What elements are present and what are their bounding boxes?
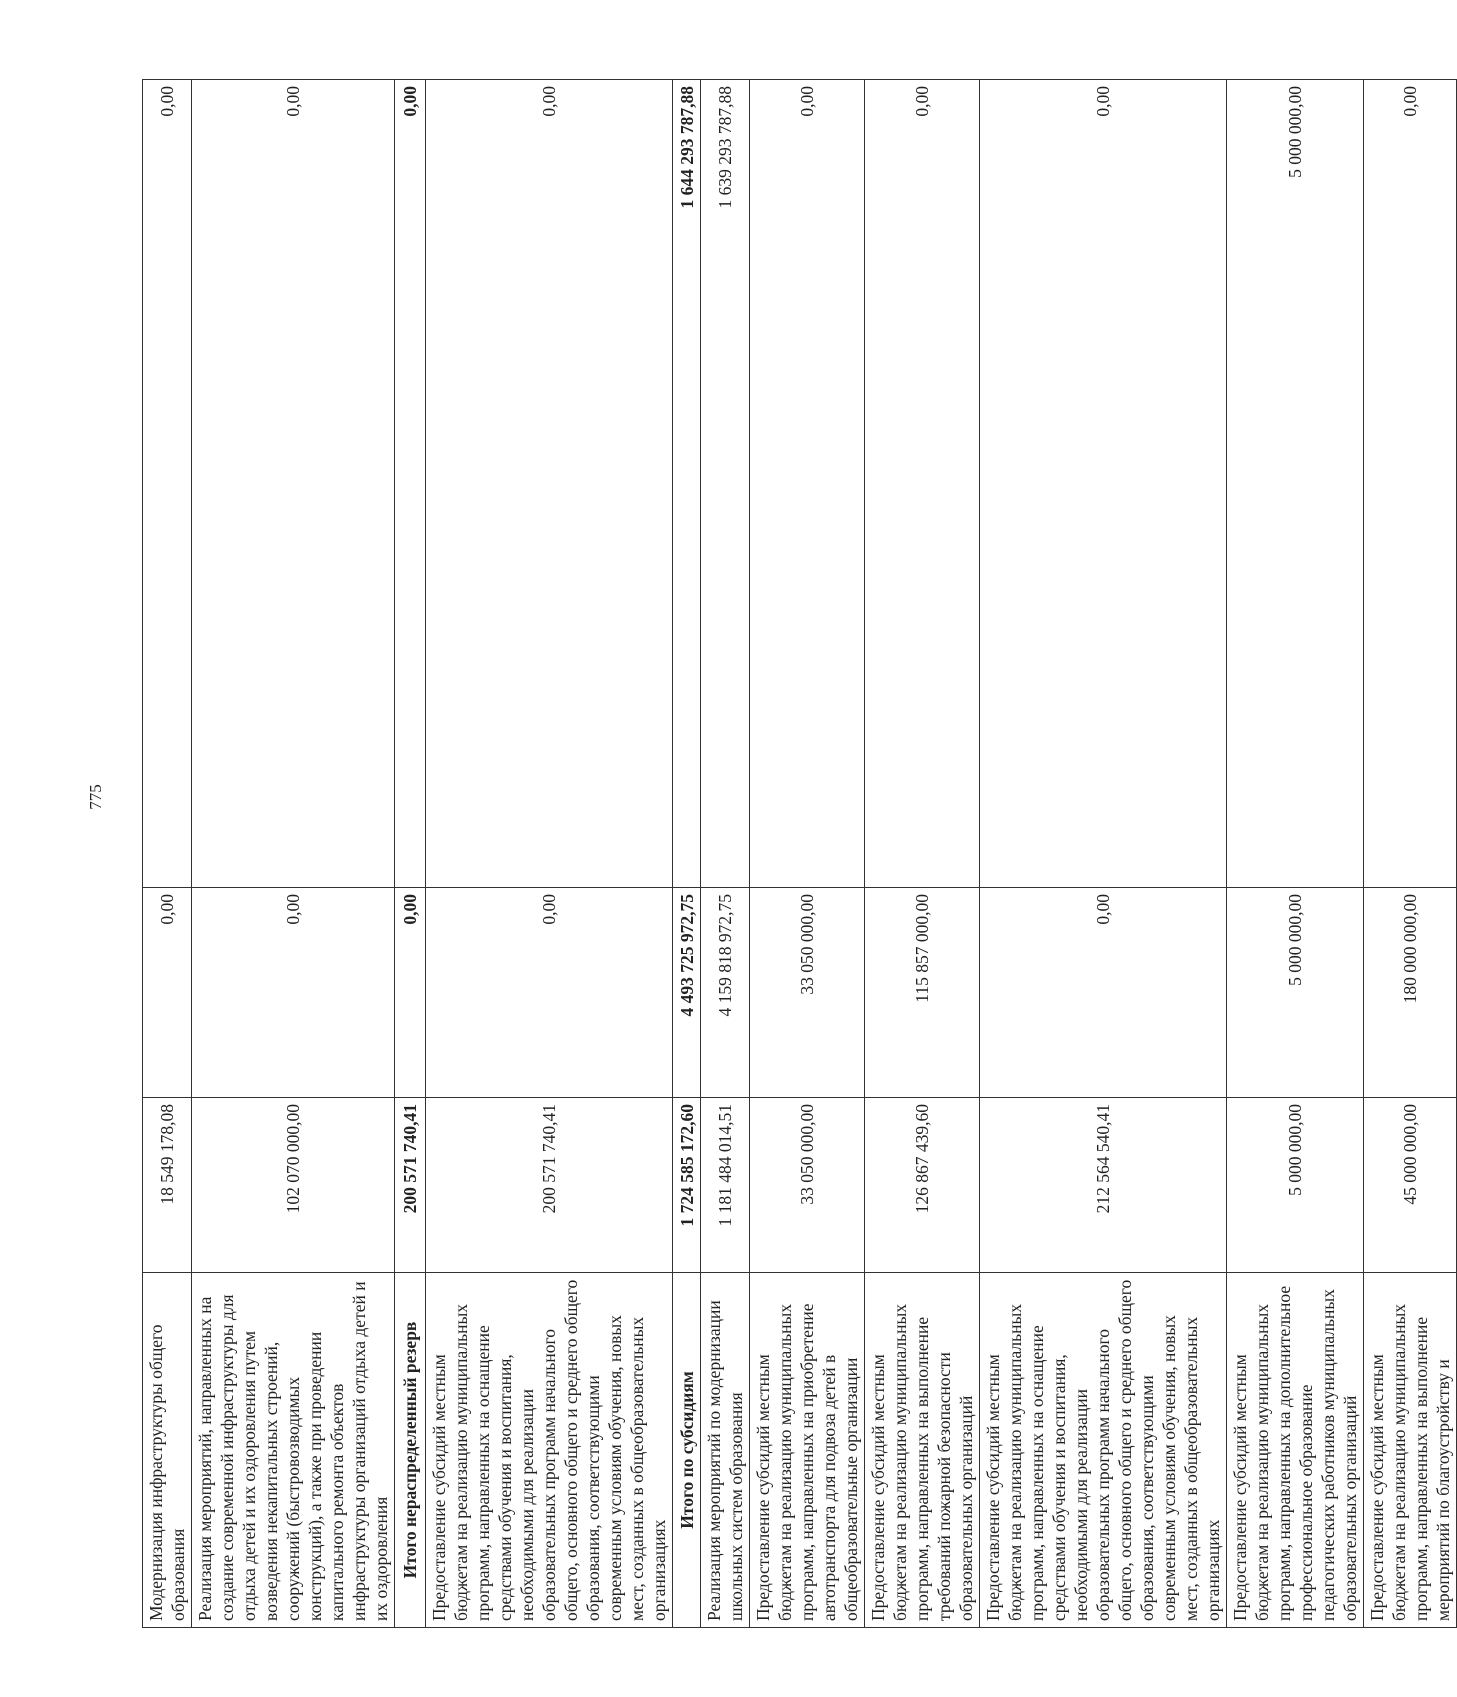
row-value-3-cell: 0,00 [980,80,1227,888]
table-row [980,80,1227,1628]
row-description-cell: Реализация мероприятий по модернизации школьных систем образования [701,1273,750,1628]
row-value-2-cell: 0,00 [143,888,192,1098]
row-description-cell: Модернизация инфраструктуры общего образования [143,1273,192,1628]
row-value-3-cell: 5 000 000,00 [1227,80,1364,888]
budget-table-body [143,80,1457,1628]
row-value-2-cell: 115 857 000,00 [865,888,980,1098]
row-value-2-cell: 5 000 000,00 [1227,888,1364,1098]
table-row [1227,80,1364,1628]
row-value-3-cell: 0,00 [395,80,426,888]
table-row [192,80,395,1628]
row-value-2-cell: 0,00 [192,888,395,1098]
table-row [426,80,673,1628]
table-total-row [395,80,426,1628]
row-value-1-cell: 5 000 000,00 [1227,1098,1364,1273]
row-value-1-cell: 45 000 000,00 [1364,1098,1457,1273]
row-value-3-cell: 0,00 [750,80,865,888]
row-value-2-cell: 180 000 000,00 [1364,888,1457,1098]
row-description-cell: Предоставление субсидий местным бюджетам на реализацию муниципальных программ, направленных на приобретение автотранспорта для подвоза детей в общеобразовательные организации [750,1273,865,1628]
row-value-2-cell: 4 159 818 972,75 [701,888,750,1098]
row-description-cell: Итого нераспределенный резерв [395,1273,426,1628]
row-value-2-cell: 0,00 [395,888,426,1098]
row-description-cell: Реализация мероприятий, направленных на создание современной инфраструктуры для отдыха детей и их оздоровления путем возведения некапитальных строений, сооружений (быстровозводимых конструкций), а также при проведении капитального ремонта объектов инфраструктуры организаций отдыха детей и их оздоровления [192,1273,395,1628]
row-value-1-cell: 126 867 439,60 [865,1098,980,1273]
row-value-2-cell: 0,00 [426,888,673,1098]
table-total-row [673,80,701,1628]
row-value-1-cell: 33 050 000,00 [750,1098,865,1273]
row-value-1-cell: 200 571 740,41 [395,1098,426,1273]
row-value-3-cell: 0,00 [192,80,395,888]
row-value-1-cell: 102 070 000,00 [192,1098,395,1273]
row-value-3-cell: 0,00 [865,80,980,888]
row-value-3-cell: 1 639 293 787,88 [701,80,750,888]
row-value-2-cell: 33 050 000,00 [750,888,865,1098]
table-row [701,80,750,1628]
row-value-1-cell: 200 571 740,41 [426,1098,673,1273]
table-row [143,80,192,1628]
table-row [1364,80,1457,1628]
budget-table [142,79,1457,1628]
row-value-1-cell: 18 549 178,08 [143,1098,192,1273]
row-value-1-cell: 212 564 540,41 [980,1098,1227,1273]
page-number-text: 775 [86,784,105,810]
row-value-1-cell: 1 181 484 014,51 [701,1098,750,1273]
row-description-cell: Предоставление субсидий местным бюджетам на реализацию муниципальных программ, направленных на оснащение средствами обучения и воспитания, необходимыми для реализации образовательных программ начального общего, основного общего и среднего общего образования, соответствующими современным условиям обучения, новых мест, созданных в общеобразовательных организациях [426,1273,673,1628]
row-value-2-cell: 0,00 [980,888,1227,1098]
row-description-cell: Итого по субсидиям [673,1273,701,1628]
table-row [865,80,980,1628]
row-value-1-cell: 1 724 585 172,60 [673,1098,701,1273]
row-description-cell: Предоставление субсидий местным бюджетам на реализацию муниципальных программ, направленных на оснащение средствами обучения и воспитания, необходимыми для реализации образовательных программ начального общего, основного общего и среднего общего образования, соответствующими современным условиям обучения, новых мест, созданных в общеобразовательных организациях [980,1273,1227,1628]
row-description-cell: Предоставление субсидий местным бюджетам на реализацию муниципальных программ, направленных на выполнение требований пожарной безопасности образовательных организаций [865,1273,980,1628]
budget-table-sheet [142,80,1453,1628]
row-value-2-cell: 4 493 725 972,75 [673,888,701,1098]
row-value-3-cell: 0,00 [143,80,192,888]
row-value-3-cell: 1 644 293 787,88 [673,80,701,888]
row-value-3-cell: 0,00 [426,80,673,888]
table-row [750,80,865,1628]
row-description-cell: Предоставление субсидий местным бюджетам на реализацию муниципальных программ, направленных на дополнительное профессиональное образование педагогических работников муниципальных образовательных организаций [1227,1273,1364,1628]
row-description-cell: Предоставление субсидий местным бюджетам на реализацию муниципальных программ, направленных на выполнение мероприятий по благоустройству и [1364,1273,1457,1628]
row-value-3-cell: 0,00 [1364,80,1457,888]
